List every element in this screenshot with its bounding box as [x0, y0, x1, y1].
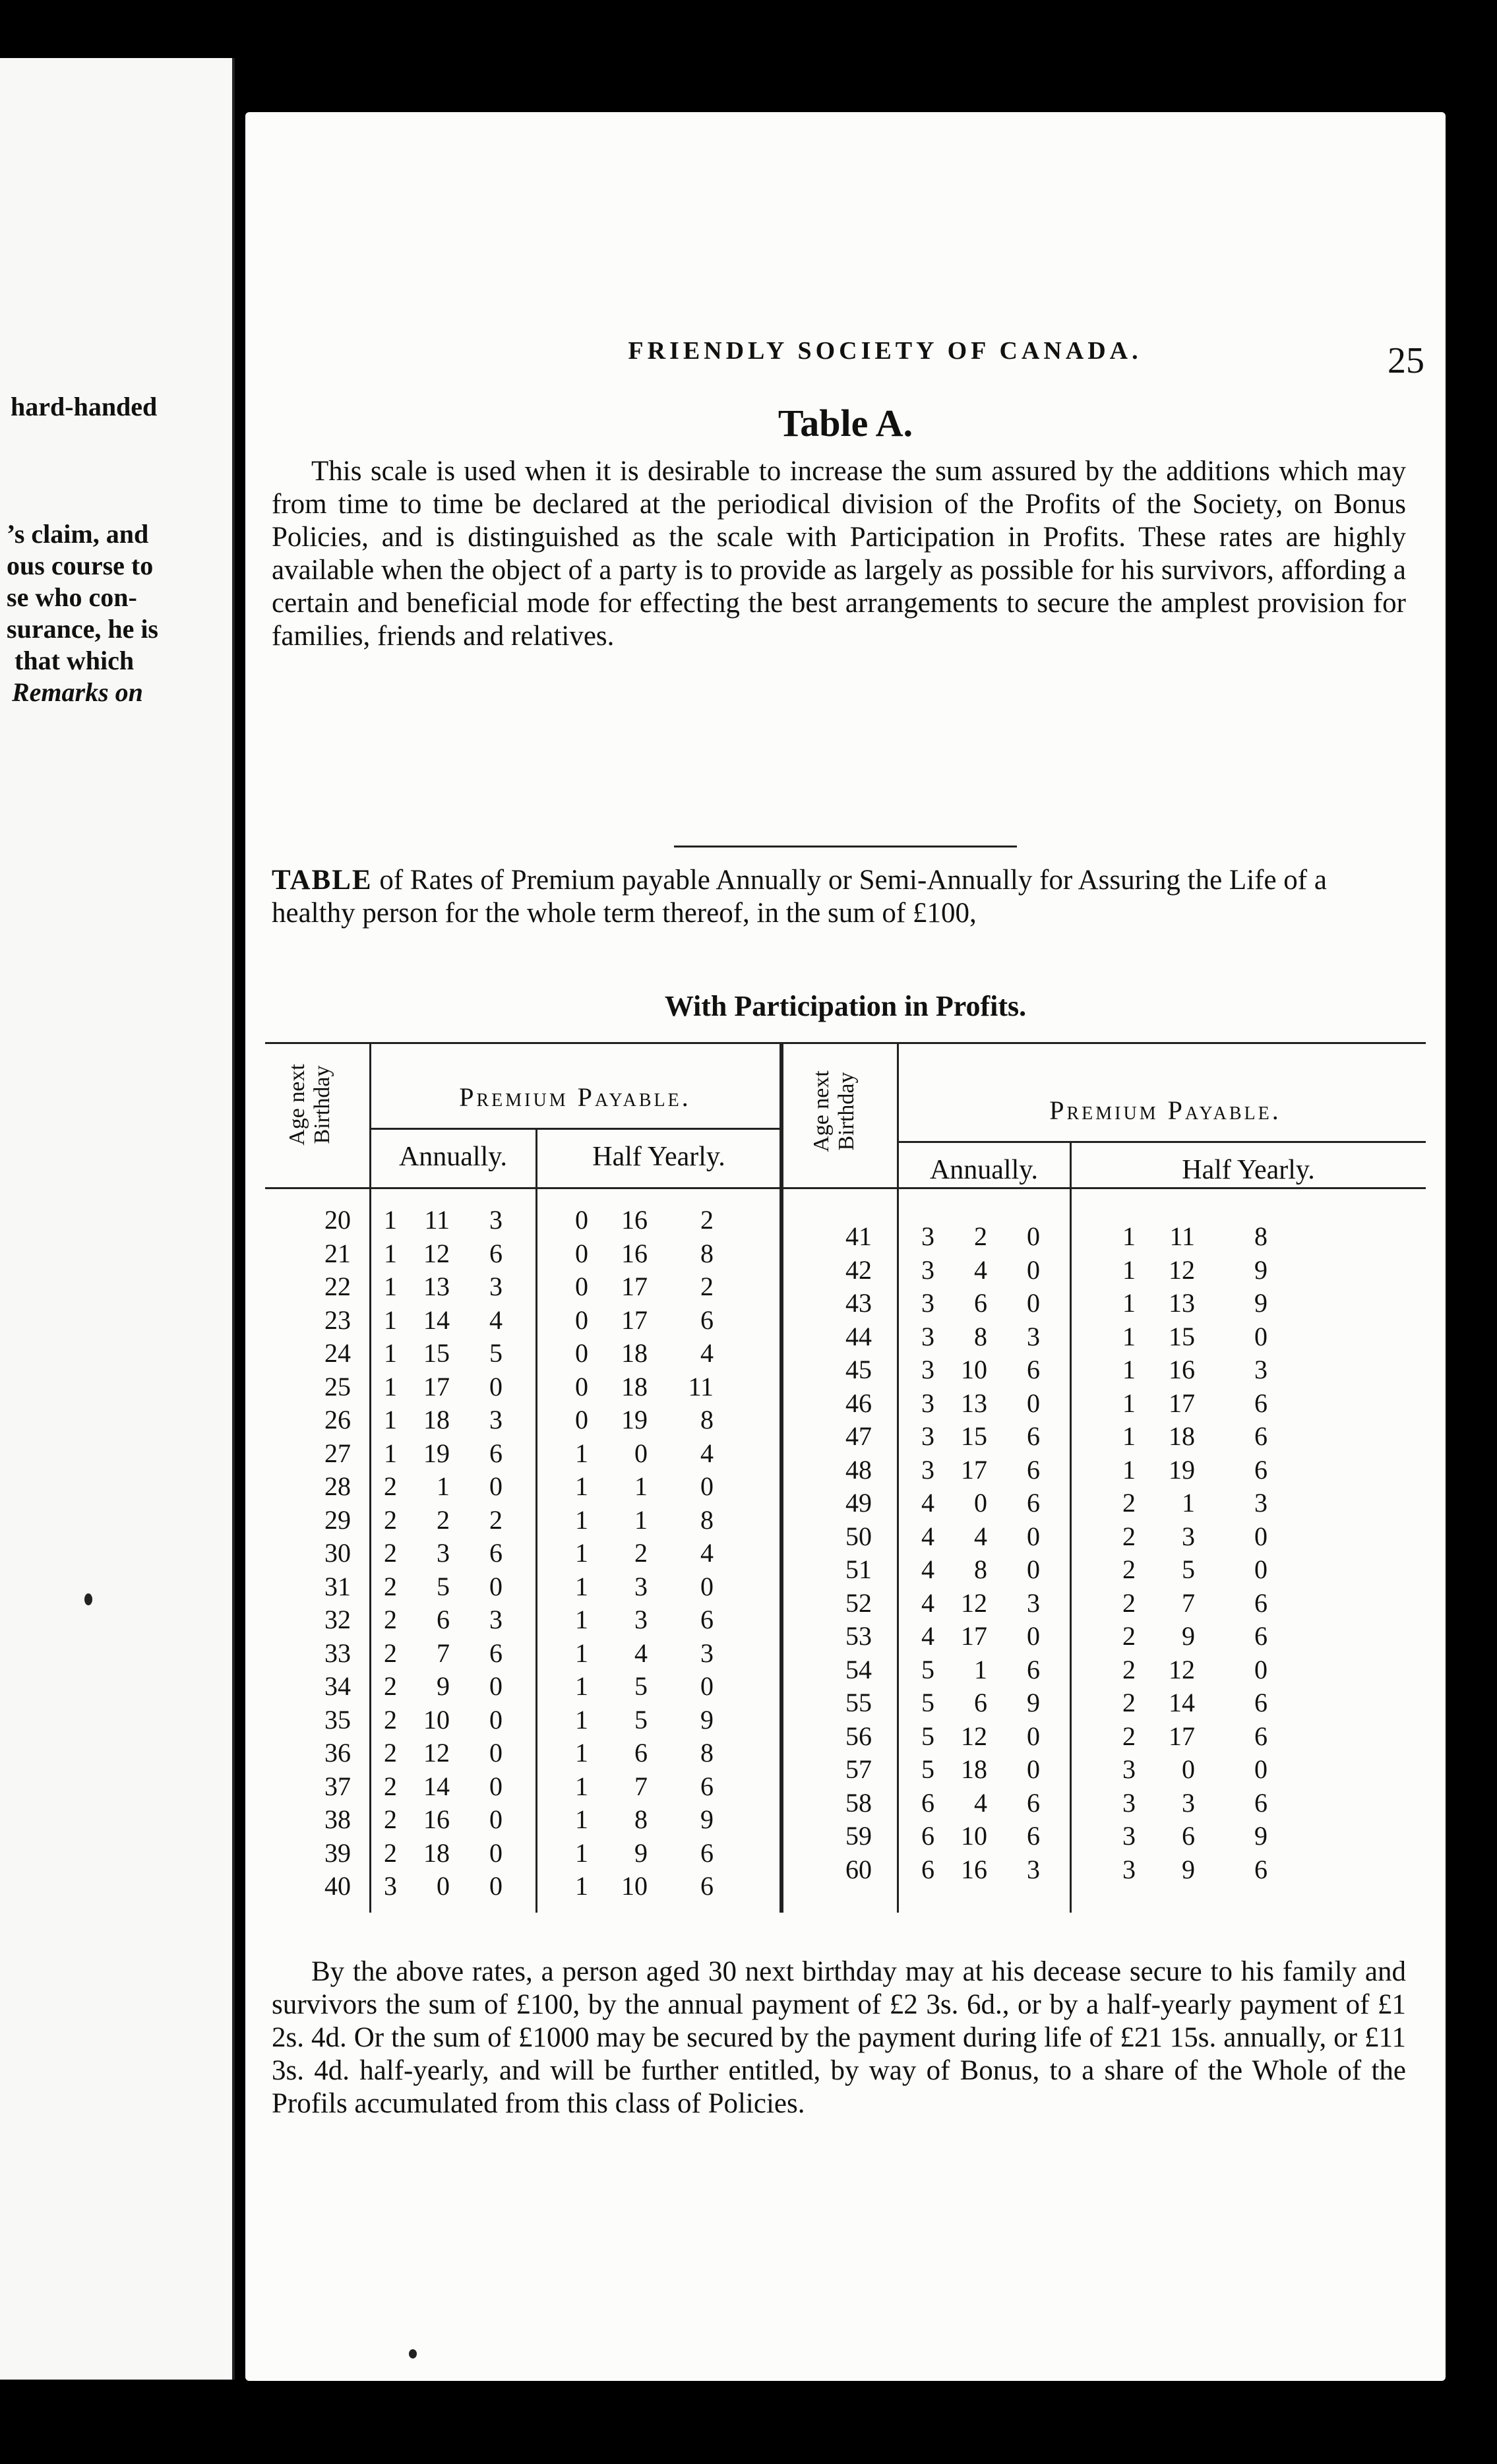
col-rule-2: [535, 1128, 537, 1913]
annually-cell-left: 1 18 3: [384, 1405, 503, 1434]
annually-cell-right: 5 12 0: [921, 1721, 1040, 1751]
annually-cell-right: 3 17 6: [921, 1454, 1040, 1485]
col-rule-4: [1070, 1141, 1072, 1913]
right-subheader-rule: [898, 1141, 1426, 1143]
age-cell-left: 20: [324, 1205, 351, 1235]
caption-lead: TABLE: [272, 865, 373, 896]
annually-cell-left: 2 9 0: [384, 1671, 503, 1701]
half-yearly-cell-left: 1 3 0: [575, 1571, 714, 1601]
caption-text: of Rates of Premium payable Annually or Semi-Annually for Assuring the Life of a healthy person for the whole term thereof, in the sum of £100,: [272, 865, 1327, 929]
annually-cell-left: 2 1 0: [384, 1471, 503, 1501]
half-yearly-header-right: Half Yearly.: [1182, 1155, 1315, 1185]
half-yearly-cell-right: 2 17 6: [1122, 1721, 1268, 1751]
age-cell-right: 42: [845, 1254, 872, 1285]
col-rule-center: [779, 1042, 783, 1913]
age-cell-right: 59: [845, 1821, 872, 1851]
intro-text: This scale is used when it is desirable to increase the sum assured by the additions which may from time to time be declared at the periodical division of the Profits of the Society, on Bonus Policies, and is distinguished as the scale with Participation in Profits. These rates are highly available when the object of a party is to provide as largely as possible for his survivors, affording a certain and beneficial mode for effecting the best arrangements to secure the amplest provision for families, friends and relatives.: [272, 456, 1406, 652]
intro-paragraph: [272, 455, 1406, 653]
annually-cell-left: 2 5 0: [384, 1571, 503, 1601]
age-cell-left: 37: [324, 1771, 351, 1801]
annually-cell-left: 1 13 3: [384, 1272, 503, 1301]
half-yearly-cell-right: 3 0 0: [1122, 1754, 1268, 1784]
age-cell-right: 50: [845, 1521, 872, 1551]
age-cell-right: 45: [845, 1355, 872, 1384]
half-yearly-cell-left: 0 18 11: [575, 1371, 714, 1401]
annually-cell-left: 2 7 6: [384, 1638, 503, 1668]
age-cell-right: 56: [845, 1721, 872, 1751]
annually-header-right: Annually.: [929, 1155, 1039, 1185]
age-cell-left: 39: [324, 1837, 351, 1868]
facing-line-6: that which: [15, 646, 135, 675]
ink-speck: [409, 2349, 417, 2358]
age-cell-right: 46: [845, 1388, 872, 1418]
age-cell-right: 41: [845, 1221, 872, 1251]
ink-speck: [84, 1593, 92, 1605]
annually-cell-left: 1 11 3: [384, 1205, 503, 1235]
table-caption: [272, 864, 1406, 930]
age-cell-left: 26: [324, 1405, 351, 1434]
annually-cell-left: 2 3 6: [384, 1538, 503, 1568]
half-yearly-cell-right: 2 9 6: [1122, 1621, 1268, 1651]
annually-cell-left: 1 12 6: [384, 1238, 503, 1268]
age-cell-left: 31: [324, 1571, 351, 1601]
table-title: Table A.: [778, 402, 913, 445]
section-rule: [674, 846, 1017, 847]
annually-cell-right: 4 4 0: [921, 1521, 1040, 1551]
half-yearly-cell-right: 1 18 6: [1122, 1421, 1268, 1451]
half-yearly-cell-right: 3 6 9: [1122, 1821, 1268, 1851]
annually-cell-right: 5 6 9: [921, 1688, 1040, 1717]
age-cell-left: 38: [324, 1804, 351, 1834]
age-cell-left: 36: [324, 1738, 351, 1768]
facing-line-5: surance, he is: [7, 614, 158, 644]
age-cell-right: 55: [845, 1688, 872, 1717]
half-yearly-cell-right: 1 11 8: [1122, 1221, 1268, 1251]
age-cell-right: 58: [845, 1787, 872, 1818]
age-cell-right: 53: [845, 1621, 872, 1651]
annually-cell-right: 4 12 3: [921, 1587, 1040, 1618]
half-yearly-cell-right: 1 15 0: [1122, 1321, 1268, 1351]
left-subheader-rule: [371, 1128, 779, 1130]
age-cell-right: 47: [845, 1421, 872, 1451]
premium-header-left: Premium Payable.: [459, 1082, 691, 1112]
age-cell-left: 40: [324, 1871, 351, 1901]
annually-cell-right: 6 16 3: [921, 1854, 1040, 1884]
annually-column-left: [377, 1204, 529, 1903]
annually-column-right: [915, 1220, 1066, 1886]
age-header-right: Age next Birthday: [809, 1070, 859, 1152]
half-yearly-cell-left: 1 5 0: [575, 1671, 714, 1701]
annually-cell-right: 3 2 0: [921, 1221, 1040, 1251]
age-cell-left: 27: [324, 1438, 351, 1468]
half-yearly-cell-left: 0 17 2: [575, 1272, 714, 1301]
half-yearly-cell-left: 0 17 6: [575, 1305, 714, 1335]
annually-cell-right: 3 15 6: [921, 1421, 1040, 1451]
half-yearly-cell-left: 1 5 9: [575, 1704, 714, 1735]
annually-cell-left: 2 18 0: [384, 1837, 503, 1868]
age-cell-left: 35: [324, 1704, 351, 1735]
annually-cell-right: 4 0 6: [921, 1488, 1040, 1518]
age-column-right: [793, 1220, 872, 1886]
annually-cell-left: 2 12 0: [384, 1738, 503, 1768]
half-yearly-cell-right: 3 3 6: [1122, 1787, 1268, 1818]
half-yearly-cell-right: 2 5 0: [1122, 1555, 1268, 1584]
age-cell-left: 33: [324, 1638, 351, 1668]
half-yearly-cell-left: 1 7 6: [575, 1771, 714, 1801]
footnote-paragraph: [272, 1956, 1406, 2120]
annually-cell-right: 3 8 3: [921, 1321, 1040, 1351]
annually-cell-left: 1 14 4: [384, 1305, 503, 1335]
table-subheading: With Participation in Profits.: [664, 990, 1027, 1022]
half-yearly-cell-left: 1 0 4: [575, 1438, 714, 1468]
annually-cell-left: 1 15 5: [384, 1338, 503, 1368]
age-cell-right: 43: [845, 1288, 872, 1318]
age-cell-left: 32: [324, 1605, 351, 1634]
half-yearly-cell-left: 1 2 4: [575, 1538, 714, 1568]
age-cell-right: 52: [845, 1587, 872, 1618]
running-head: FRIENDLY SOCIETY OF CANADA.: [628, 337, 1142, 365]
col-rule-1: [369, 1042, 371, 1913]
age-cell-right: 51: [845, 1555, 872, 1584]
age-cell-left: 28: [324, 1471, 351, 1501]
half-yearly-cell-right: 2 12 0: [1122, 1654, 1268, 1684]
half-yearly-cell-right: 1 17 6: [1122, 1388, 1268, 1418]
age-cell-right: 54: [845, 1654, 872, 1684]
annually-cell-right: 3 10 6: [921, 1355, 1040, 1384]
facing-page: [0, 58, 235, 2380]
half-yearly-header-left: Half Yearly.: [592, 1142, 725, 1172]
annually-cell-right: 4 8 0: [921, 1555, 1040, 1584]
half-yearly-cell-left: 0 16 8: [575, 1238, 714, 1268]
premium-header-right: Premium Payable.: [1049, 1095, 1281, 1125]
half-yearly-cell-right: 1 12 9: [1122, 1254, 1268, 1285]
half-yearly-cell-right: 1 13 9: [1122, 1288, 1268, 1318]
half-yearly-column-right: [1103, 1220, 1300, 1886]
annually-cell-left: 1 19 6: [384, 1438, 503, 1468]
age-cell-left: 24: [324, 1338, 351, 1368]
page: [245, 112, 1446, 2381]
annually-header-left: Annually.: [398, 1142, 508, 1172]
age-cell-left: 23: [324, 1305, 351, 1335]
age-cell-left: 21: [324, 1238, 351, 1268]
age-column-left: [278, 1204, 351, 1903]
half-yearly-column-left: [555, 1204, 753, 1903]
age-cell-right: 48: [845, 1454, 872, 1485]
page-number: 25: [1388, 340, 1424, 381]
half-yearly-cell-left: 0 18 4: [575, 1338, 714, 1368]
age-cell-left: 29: [324, 1504, 351, 1535]
annually-cell-right: 3 6 0: [921, 1288, 1040, 1318]
half-yearly-cell-right: 2 3 0: [1122, 1521, 1268, 1551]
annually-cell-right: 5 1 6: [921, 1654, 1040, 1684]
age-cell-left: 30: [324, 1538, 351, 1568]
age-cell-right: 49: [845, 1488, 872, 1518]
age-cell-right: 44: [845, 1321, 872, 1351]
half-yearly-cell-left: 1 8 9: [575, 1804, 714, 1834]
age-cell-left: 22: [324, 1272, 351, 1301]
half-yearly-cell-left: 1 1 0: [575, 1471, 714, 1501]
annually-cell-right: 3 13 0: [921, 1388, 1040, 1418]
facing-line-1: hard-handed: [11, 392, 158, 421]
age-cell-right: 60: [845, 1854, 872, 1884]
half-yearly-cell-right: 3 9 6: [1122, 1854, 1268, 1884]
annually-cell-left: 2 6 3: [384, 1605, 503, 1634]
annually-cell-right: 3 4 0: [921, 1254, 1040, 1285]
half-yearly-cell-left: 1 10 6: [575, 1871, 714, 1901]
half-yearly-cell-right: 2 7 6: [1122, 1587, 1268, 1618]
age-header-left: Age next Birthday: [285, 1064, 334, 1146]
half-yearly-cell-right: 1 19 6: [1122, 1454, 1268, 1485]
facing-line-3: ous course to: [7, 551, 154, 580]
facing-line-4: se who con-: [7, 582, 137, 612]
annually-cell-left: 2 16 0: [384, 1804, 503, 1834]
annually-cell-left: 1 17 0: [384, 1371, 503, 1401]
half-yearly-cell-right: 2 1 3: [1122, 1488, 1268, 1518]
annually-cell-left: 3 0 0: [384, 1871, 503, 1901]
age-cell-left: 25: [324, 1371, 351, 1401]
half-yearly-cell-left: 1 4 3: [575, 1638, 714, 1668]
half-yearly-cell-left: 1 1 8: [575, 1504, 714, 1535]
annually-cell-left: 2 10 0: [384, 1704, 503, 1735]
half-yearly-cell-left: 0 16 2: [575, 1205, 714, 1235]
rate-table: [265, 1042, 1426, 1913]
half-yearly-cell-left: 0 19 8: [575, 1405, 714, 1434]
half-yearly-cell-left: 1 3 6: [575, 1605, 714, 1634]
facing-line-7: Remarks on: [12, 677, 143, 707]
annually-cell-right: 4 17 0: [921, 1621, 1040, 1651]
footnote-text: By the above rates, a person aged 30 next birthday may at his decease secure to his family and survivors the sum of £100, by the annual payment of £2 3s. 6d., or by a half-yearly payment of £1 2s. 4d. Or the sum of £1000 may be secured by the payment during life of £21 15s. annually, or £11 3s. 4d. half-yearly, and will be further entitled, by way of Bonus, to a share of the Whole of the Profils accumulated from this class of Policies.: [272, 1956, 1406, 2119]
half-yearly-cell-right: 2 14 6: [1122, 1688, 1268, 1717]
annually-cell-left: 2 2 2: [384, 1504, 503, 1535]
half-yearly-cell-right: 1 16 3: [1122, 1355, 1268, 1384]
facing-line-2: ’s claim, and: [7, 519, 149, 549]
annually-cell-left: 2 14 0: [384, 1771, 503, 1801]
annually-cell-right: 5 18 0: [921, 1754, 1040, 1784]
annually-cell-right: 6 10 6: [921, 1821, 1040, 1851]
half-yearly-cell-left: 1 6 8: [575, 1738, 714, 1768]
annually-cell-right: 6 4 6: [921, 1787, 1040, 1818]
half-yearly-cell-left: 1 9 6: [575, 1837, 714, 1868]
age-cell-left: 34: [324, 1671, 351, 1701]
age-cell-right: 57: [845, 1754, 872, 1784]
